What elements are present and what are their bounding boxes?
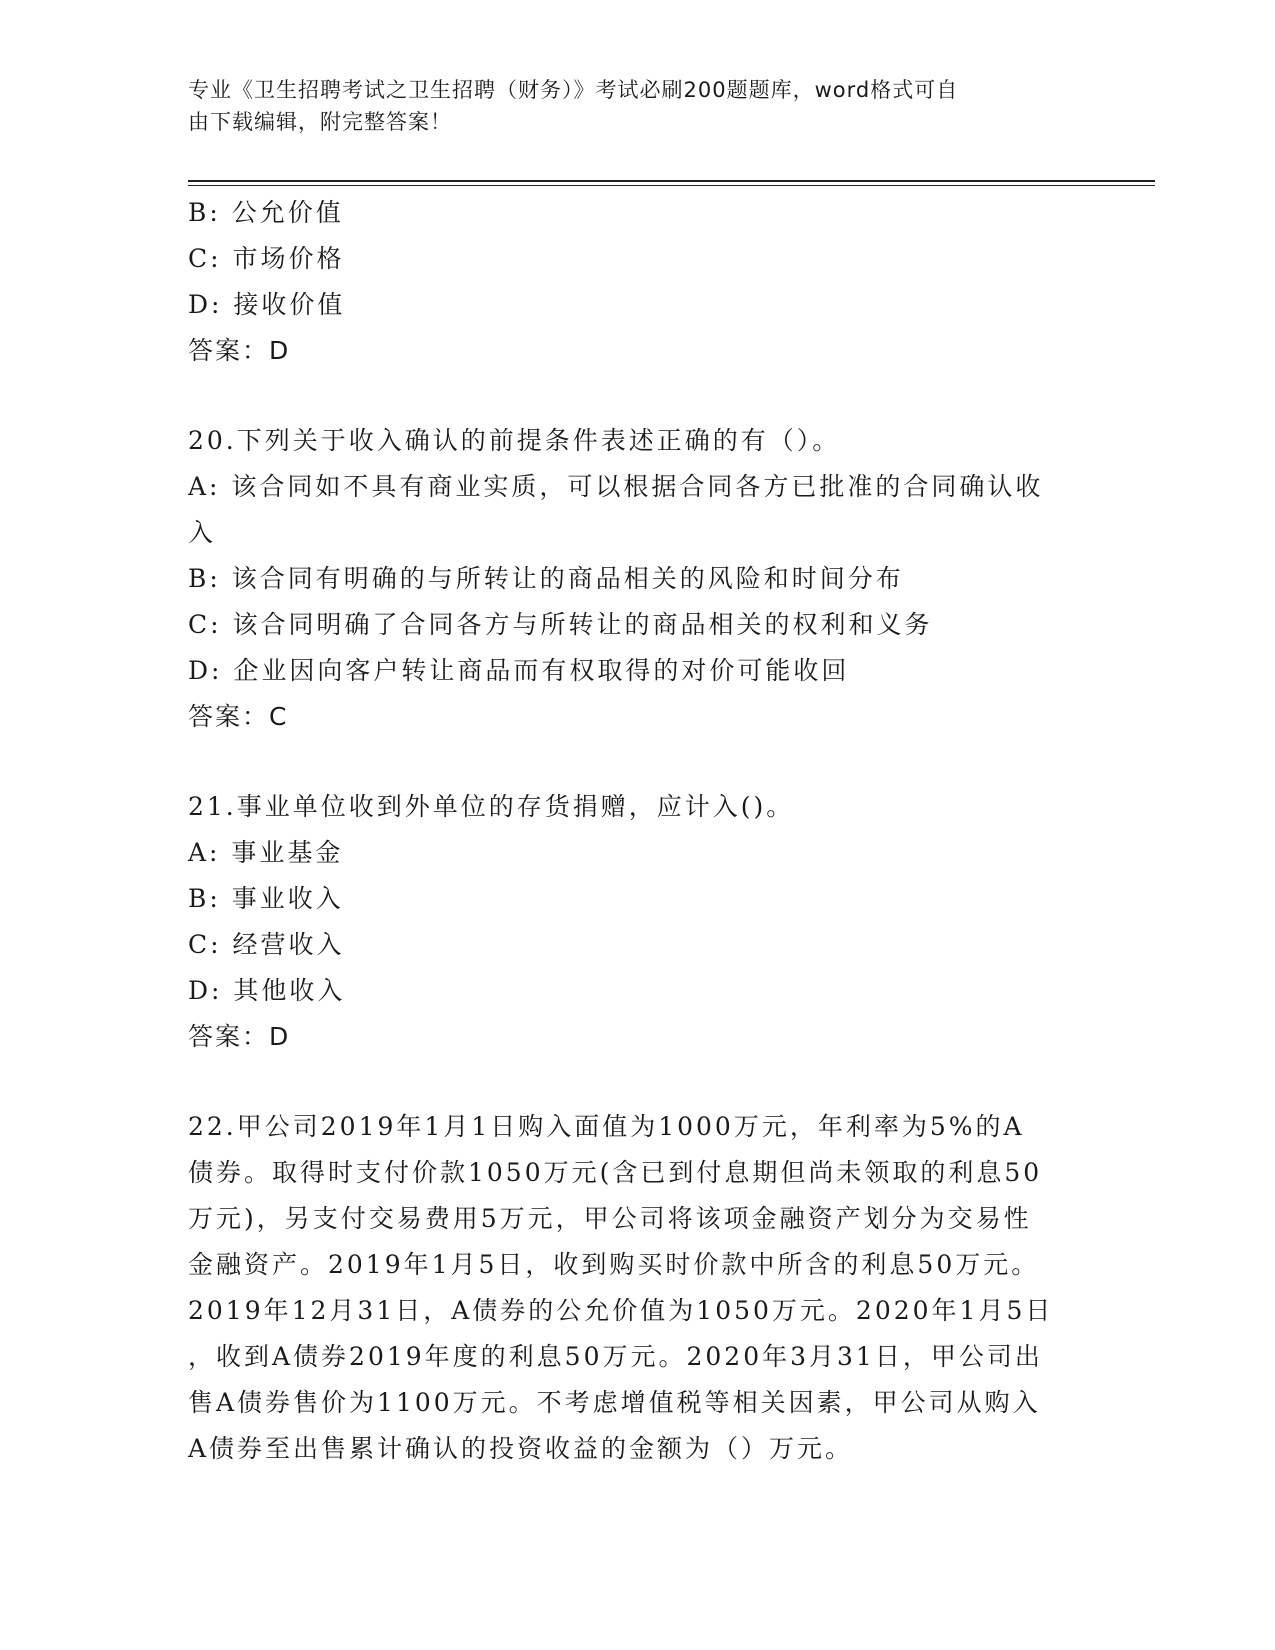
question-text-line-6: ，收到A债券2019年度的利息50万元。2020年3月31日，甲公司出 bbox=[188, 1342, 1043, 1371]
question-text-line-4: 金融资产。2019年1月5日，收到购买时价款中所含的利息50万元。 bbox=[188, 1250, 1040, 1279]
question-19-continued bbox=[188, 190, 1088, 374]
option-a: A: 该合同如不具有商业实质，可以根据合同各方已批准的合同确认收 bbox=[188, 472, 1044, 501]
question-20 bbox=[188, 418, 1088, 740]
question-text-line-2: 债券。取得时支付价款1050万元(含已到付息期但尚未领取的利息50 bbox=[188, 1158, 1043, 1187]
question-text-line-3: 万元)，另支付交易费用5万元，甲公司将该项金融资产划分为交易性 bbox=[188, 1204, 1032, 1233]
header-divider-thick bbox=[188, 180, 1155, 182]
option-d: D: 其他收入 bbox=[188, 976, 346, 1005]
answer: 答案：C bbox=[188, 702, 289, 731]
spacer bbox=[188, 374, 1088, 418]
question-text: 21.事业单位收到外单位的存货捐赠，应计入()。 bbox=[188, 792, 795, 821]
option-c: C: 该合同明确了合同各方与所转让的商品相关的权利和义务 bbox=[188, 610, 933, 639]
question-text-line-8: A债券至出售累计确认的投资收益的金额为（）万元。 bbox=[188, 1434, 854, 1463]
question-text-line-5: 2019年12月31日，A债券的公允价值为1050万元。2020年1月5日 bbox=[188, 1296, 1054, 1325]
spacer bbox=[188, 1060, 1088, 1104]
option-d: D: 接收价值 bbox=[188, 290, 346, 319]
answer: 答案：D bbox=[188, 1022, 291, 1051]
option-a-continued: 入 bbox=[188, 518, 217, 547]
question-text-line-1: 22.甲公司2019年1月1日购入面值为1000万元，年利率为5%的A bbox=[188, 1112, 1025, 1141]
header-divider-thin bbox=[188, 185, 1155, 186]
document-body bbox=[188, 190, 1088, 1472]
header-line-2: 由下载编辑，附完整答案！ bbox=[188, 110, 452, 134]
option-b: B: 事业收入 bbox=[188, 884, 344, 913]
option-d: D: 企业因向客户转让商品而有权取得的对价可能收回 bbox=[188, 656, 850, 685]
question-text: 20.下列关于收入确认的前提条件表述正确的有（）。 bbox=[188, 426, 841, 455]
question-22 bbox=[188, 1104, 1088, 1472]
option-c: C: 经营收入 bbox=[188, 930, 345, 959]
document-header bbox=[188, 74, 1068, 138]
question-text-line-7: 售A债券售价为1100万元。不考虑增值税等相关因素，甲公司从购入 bbox=[188, 1388, 1041, 1417]
question-21 bbox=[188, 784, 1088, 1060]
answer: 答案：D bbox=[188, 336, 291, 365]
header-line-1: 专业《卫生招聘考试之卫生招聘（财务）》考试必刷200题题库，word格式可自 bbox=[188, 78, 959, 102]
option-b: B: 该合同有明确的与所转让的商品相关的风险和时间分布 bbox=[188, 564, 904, 593]
option-b: B: 公允价值 bbox=[188, 198, 344, 227]
spacer bbox=[188, 740, 1088, 784]
option-c: C: 市场价格 bbox=[188, 244, 345, 273]
option-a: A: 事业基金 bbox=[188, 838, 344, 867]
